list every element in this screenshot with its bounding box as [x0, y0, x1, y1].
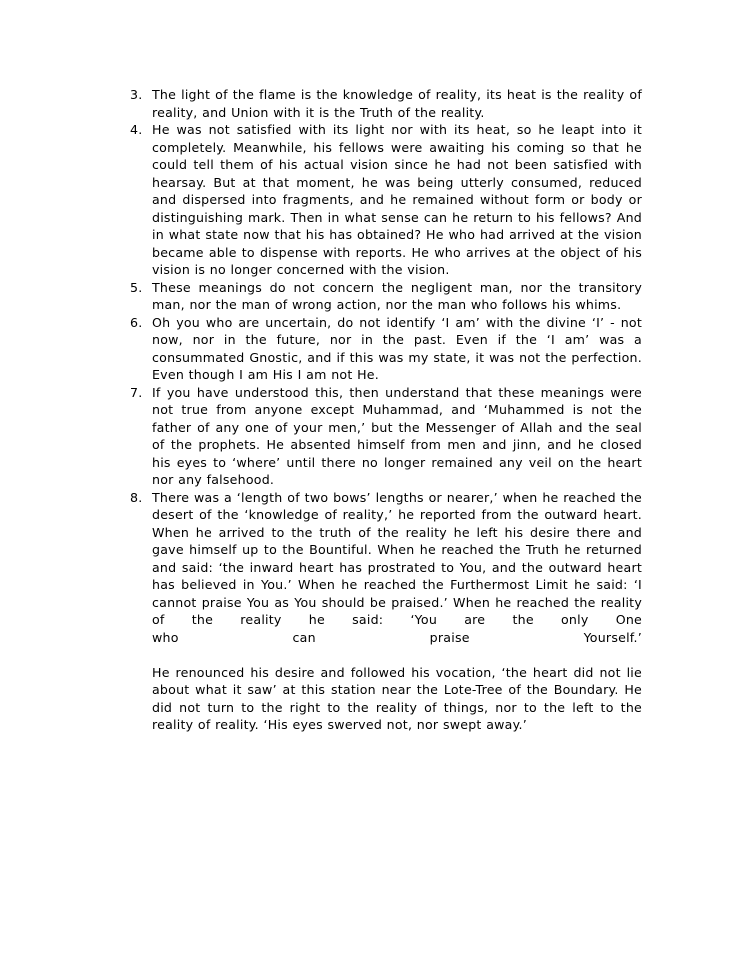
- list-item-number: 4.: [130, 122, 143, 137]
- trailing-paragraph-wrapper: [130, 664, 642, 734]
- list-item-text: He was not satisfied with its light nor with its heat, so he leapt into it completely. Meanwhile, his fellows were awaiting his coming so that he could tell them of his actual vision since he had not been satisfied with hearsay. But at that moment, he was being utterly consumed, reduced and dispersed into fragments, and he remained without form or body or distinguishing mark. Then in what sense can he return to his fellows? And in what state now that his has obtained? He who had arrived at the vision became able to dispense with reports. He who arrives at the object of his vision is no longer concerned with the vision.: [152, 122, 642, 277]
- list-item-text: These meanings do not concern the negligent man, nor the transitory man, nor the man of wrong action, nor the man who follows his whims.: [152, 279, 642, 312]
- list-item-stretched-tail: who can praise Yourself.’: [152, 629, 642, 645]
- list-item: [130, 384, 642, 489]
- list-item: [130, 279, 642, 314]
- list-item-number: 6.: [130, 314, 143, 330]
- list-item-number: 5.: [130, 279, 143, 295]
- list-item-number: 7.: [130, 384, 143, 400]
- list-item: [130, 489, 642, 647]
- list-item: [130, 121, 642, 279]
- list-item: [130, 314, 642, 384]
- paragraph-spacer: [130, 646, 642, 664]
- list-item: [130, 86, 642, 121]
- list-item-number: 8.: [130, 489, 143, 505]
- list-item-text: If you have understood this, then understand that these meanings were not true from anyone except Muhammad, and ‘Muhammed is not the father of any one of your men,’ but the Messenger of Allah and the seal of the prophets. He absented himself from men and jinn, and he closed his eyes to ‘where’ until there no longer remained any veil on the heart nor any falsehood.: [152, 384, 642, 487]
- list-item-text: The light of the flame is the knowledge of reality, its heat is the reality of reality, and Union with it is the Truth of the reality.: [152, 87, 642, 120]
- list-item-text: There was a ‘length of two bows’ lengths or nearer,’ when he reached the desert of the ‘knowledge of reality,’ he reported from the outward heart. When he arrived to the truth of the reality he left his desire there and gave himself up to the Bountiful. When he reached the Truth he returned and said: ‘the inward heart has prostrated to You, and the outward heart has believed in You.’ When he reached the Furthermost Limit he said: ‘I cannot praise You as You should be praised.’ When he reached the reality of the reality he said: ‘You are the only One: [152, 489, 642, 627]
- list-item-number: 3.: [130, 87, 143, 102]
- list-item-text: Oh you who are uncertain, do not identify ‘I am’ with the divine ‘I’ - not now, nor in the future, nor in the past. Even if the ‘I am’ was a consummated Gnostic, and if this was my state, it was not the perfection. Even though I am His I am not He.: [152, 314, 642, 382]
- numbered-list: [130, 86, 642, 646]
- document-body: [130, 86, 642, 734]
- trailing-paragraph: He renounced his desire and followed his vocation, ‘the heart did not lie about what it saw’ at this station near the Lote-Tree of the Boundary. He did not turn to the right to the reality of things, nor to the left to the reality of reality. ‘His eyes swerved not, nor swept away.’: [152, 664, 642, 732]
